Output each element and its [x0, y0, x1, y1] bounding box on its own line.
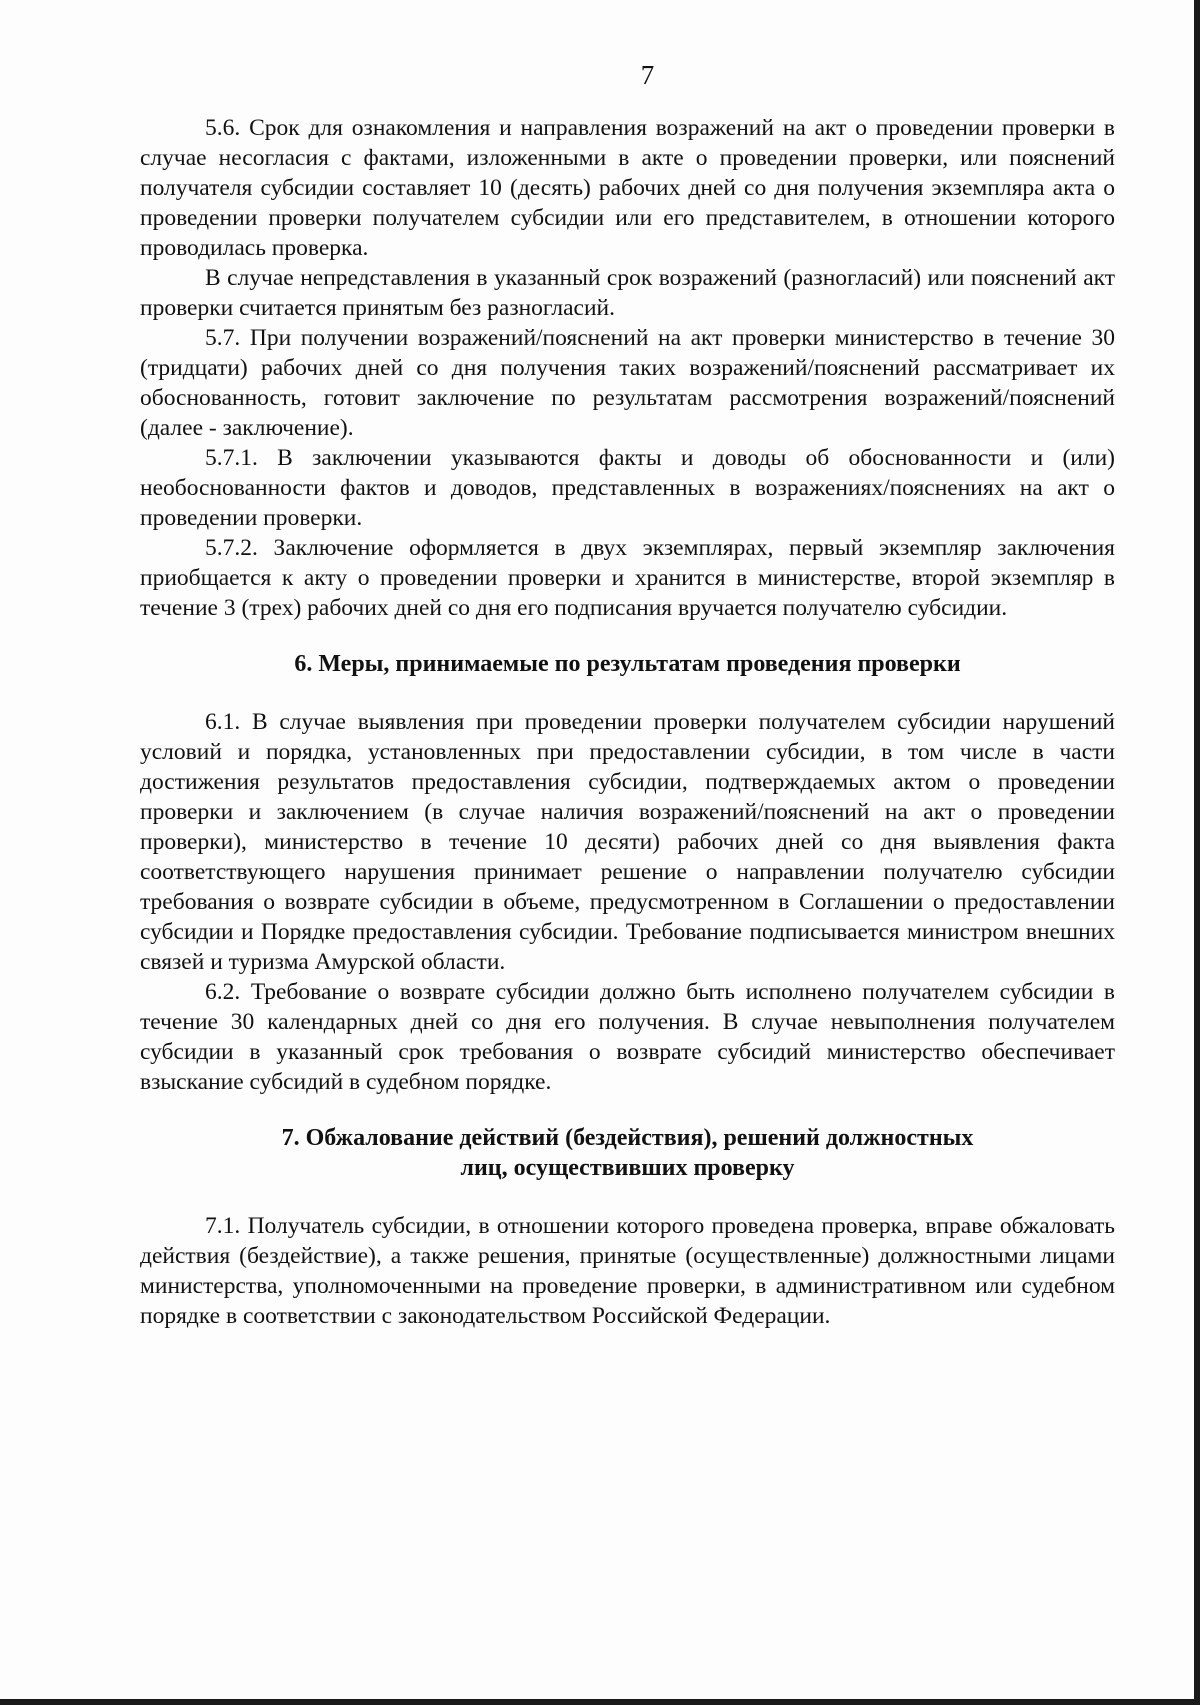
- section-7-heading: [140, 1123, 1115, 1183]
- scan-edge-bottom: [0, 1699, 1200, 1705]
- page-content: [140, 60, 1115, 1331]
- section-7-heading-line1: 7. Обжалование действий (бездействия), решений должностных: [281, 1125, 974, 1151]
- paragraph-5-6-objections: В случае непредставления в указанный срок возражений (разногласий) или пояснений акт проверки считается принятым без разногласий.: [140, 265, 1115, 321]
- section-7-heading-line2: лиц, осуществивших проверку: [460, 1155, 795, 1181]
- paragraph-6-1: 6.1. В случае выявления при проведении проверки получателем субсидии нарушений условий и порядка, установленных при предоставлении субсидии, в том числе в части достижения результатов предоставления субсидии, подтверждаемых актом о проведении проверки и заключением (в случае наличия возражений/пояснений на акт о проведении проверки), министерство в течение 10 десяти) рабочих дней со дня выявления факта соответствующего нарушения принимает решение о направлении получателю субсидии требования о возврате субсидии в объеме, предусмотренном в Соглашении о предоставлении субсидии и Порядке предоставления субсидии. Требование подписывается министром внешних связей и туризма Амурской области.: [140, 709, 1115, 975]
- scan-edge-right: [1194, 0, 1200, 1705]
- paragraph-5-7-2: 5.7.2. Заключение оформляется в двух экземплярах, первый экземпляр заключения приобщается к акту о проведении проверки и хранится в министерстве, второй экземпляр в течение 3 (трех) рабочих дней со дня его подписания вручается получателю субсидии.: [140, 535, 1115, 621]
- paragraph-5-7-1: 5.7.1. В заключении указываются факты и доводы об обоснованности и (или) необоснованности фактов и доводов, представленных в возражениях/пояснениях на акт о проведении проверки.: [140, 445, 1115, 531]
- section-6-heading: 6. Меры, принимаемые по результатам проведения проверки: [294, 651, 961, 677]
- paragraph-5-7: 5.7. При получении возражений/пояснений на акт проверки министерство в течение 30 (тридцати) рабочих дней со дня получения таких возражений/пояснений рассматривает их обоснованность, готовит заключение по результатам рассмотрения возражений/пояснений (далее - заключение).: [140, 325, 1115, 441]
- paragraph-7-1: 7.1. Получатель субсидии, в отношении которого проведена проверка, вправе обжаловать действия (бездействие), а также решения, принятые (осуществленные) должностными лицами министерства, уполномоченными на проведение проверки, в административном или судебном порядке в соответствии с законодательством Российской Федерации.: [140, 1213, 1115, 1329]
- page-number: 7: [640, 60, 655, 90]
- paragraph-5-6: 5.6. Срок для ознакомления и направления возражений на акт о проведении проверки в случае несогласия с фактами, изложенными в акте о проведении проверки, или пояснений получателя субсидии составляет 10 (десять) рабочих дней со дня получения экземпляра акта о проведении проверки получателем субсидии или его представителем, в отношении которого проводилась проверка.: [140, 115, 1115, 261]
- paragraph-6-2: 6.2. Требование о возврате субсидии должно быть исполнено получателем субсидии в течение 30 календарных дней со дня его получения. В случае невыполнения получателем субсидии в указанный срок требования о возврате субсидий министерство обеспечивает взыскание субсидий в судебном порядке.: [140, 979, 1115, 1095]
